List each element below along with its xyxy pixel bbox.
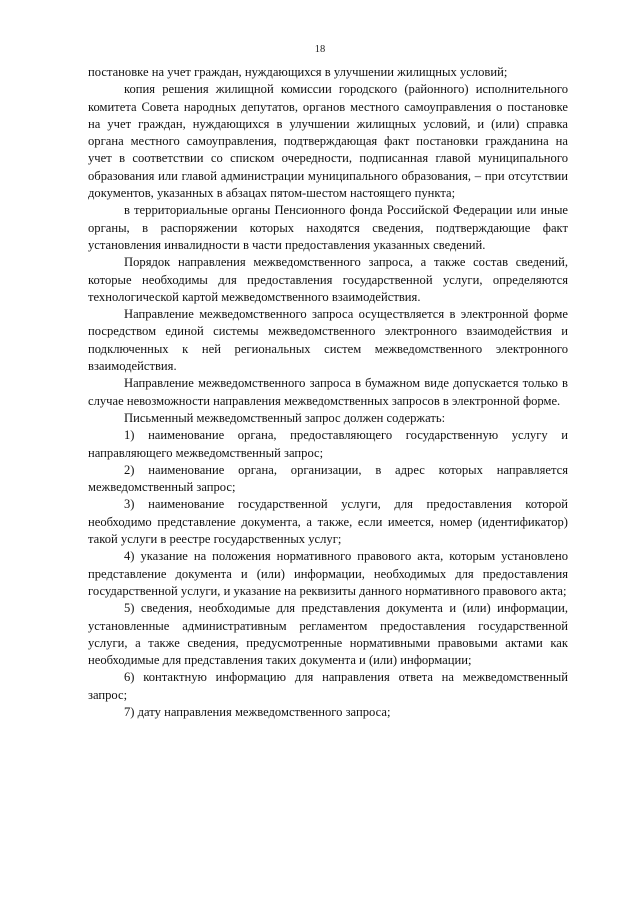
paragraph-electronic-form: Направление межведомственного запроса осуществляется в электронной форме посредством единой системы межведомственного электронного взаимодействия и подключенных к ней региональных систем межведомственного электронного взаимодействия. [88, 307, 568, 374]
paragraph-request-procedure: Порядок направления межведомственного запроса, а также состав сведений, которые необходимы для предоставления государственной услуги, определяются технологической картой межведомственного взаимодействия. [88, 255, 568, 304]
list-item-4: 4) указание на положения нормативного правового акта, которым установлено представление документа и (или) информации, необходимых для предоставления государственной услуги, и указание на реквизиты данного нормативного правового акта; [88, 549, 568, 598]
list-item-2: 2) наименование органа, организации, в адрес которых направляется межведомственный запрос; [88, 462, 568, 495]
paragraph-housing-decision-copy: копия решения жилищной комиссии городского (районного) исполнительного комитета Совета народных депутатов, органов местного самоуправления о постановке на учет граждан, нуждающихся в улучшении жилищных условий, и (или) справка органа местного самоуправления, подтверждающая факт постановки гражданина на учет в соответствии со списком очередности, подписанная главой муниципального образования или главой администрации муниципального образования, – при отсутствии документов, указанных в абзацах пятом-шестом настоящего пункта; [88, 82, 568, 201]
list-item-7: 7) дату направления межведомственного запроса; [124, 704, 391, 719]
paragraph-paper-form: Направление межведомственного запроса в бумажном виде допускается только в случае невозможности направления межведомственных запросов в электронной форме. [88, 376, 568, 408]
page-number: 18 [314, 44, 326, 55]
document-body [88, 64, 568, 721]
list-item-1: 1) наименование органа, предоставляющего государственную услугу и направляющего межведомственный запрос; [88, 428, 568, 460]
paragraph-request-contents-intro: Письменный межведомственный запрос должен содержать: [124, 410, 446, 425]
list-item-6: 6) контактную информацию для направления ответа на межведомственный запрос; [88, 670, 568, 702]
list-item-3: 3) наименование государственной услуги, для предоставления которой необходимо представление документа, а также, если имеется, номер (идентификатор) такой услуги в реестре государственных услуг; [88, 497, 568, 547]
paragraph-pension-fund: в территориальные органы Пенсионного фонда Российской Федерации или иные органы, в распоряжении которых находятся сведения, подтверждающие факт установления инвалидности в части предоставления указанных сведений. [88, 203, 568, 252]
list-item-5: 5) сведения, необходимые для представления документа и (или) информации, установленные административным регламентом предоставления государственной услуги, а также сведения, предусмотренные нормативными правовыми актами как необходимые для представления таких документа и (или) информации; [88, 601, 568, 668]
paragraph-continuation: постановке на учет граждан, нуждающихся в улучшении жилищных условий; [88, 65, 508, 79]
